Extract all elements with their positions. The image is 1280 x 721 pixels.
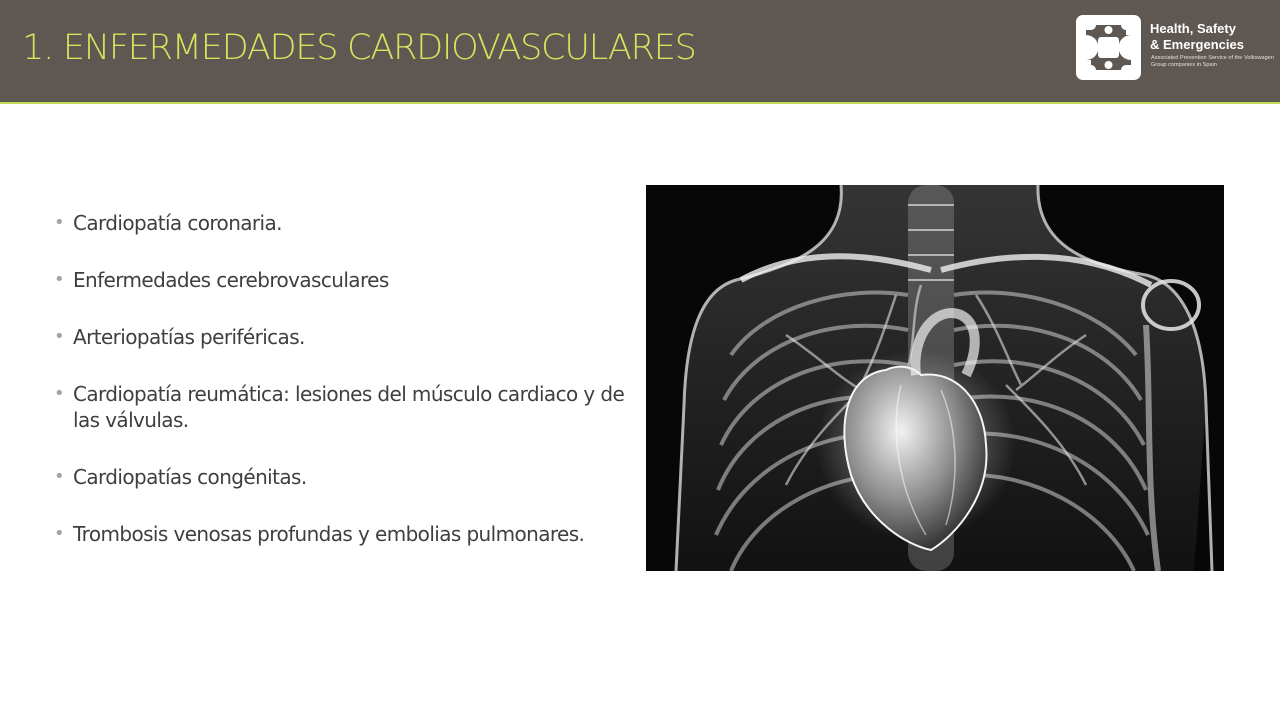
bullet-dot-icon: • (54, 466, 65, 487)
bullet-item (52, 267, 627, 293)
xray-illustration (646, 185, 1224, 571)
bullet-dot-icon: • (54, 383, 65, 404)
bullet-text: Trombosis venosas profundas y embolias pulmonares. (73, 522, 585, 546)
logo-subtitle: Associated Prevention Service of the Volkswagen Group companies in Spain (1151, 55, 1274, 68)
slide-header (0, 0, 1280, 104)
bullet-text: Cardiopatía reumática: lesiones del músculo cardiaco y de las válvulas. (73, 382, 625, 432)
bullet-item (52, 521, 627, 547)
company-logo (1076, 15, 1276, 85)
bullet-text: Cardiopatías congénitas. (73, 465, 307, 489)
bullet-dot-icon: • (54, 523, 65, 544)
bullet-list (52, 210, 627, 578)
bullet-item (52, 324, 627, 350)
cross-logo-icon (1076, 15, 1141, 80)
bullet-dot-icon: • (54, 326, 65, 347)
bullet-text: Arteriopatías periféricas. (73, 325, 305, 349)
bullet-dot-icon: • (54, 212, 65, 233)
logo-name (1150, 21, 1244, 53)
slide-title: 1. ENFERMEDADES CARDIOVASCULARES (22, 28, 696, 68)
logo-name-line1: Health, Safety (1150, 21, 1236, 36)
xray-chest-image (646, 185, 1224, 571)
bullet-item (52, 210, 627, 236)
bullet-item (52, 464, 627, 490)
bullet-item (52, 381, 627, 433)
bullet-text: Cardiopatía coronaria. (73, 211, 282, 235)
bullet-dot-icon: • (54, 269, 65, 290)
bullet-text: Enfermedades cerebrovasculares (73, 268, 389, 292)
logo-name-line2: & Emergencies (1150, 37, 1244, 52)
